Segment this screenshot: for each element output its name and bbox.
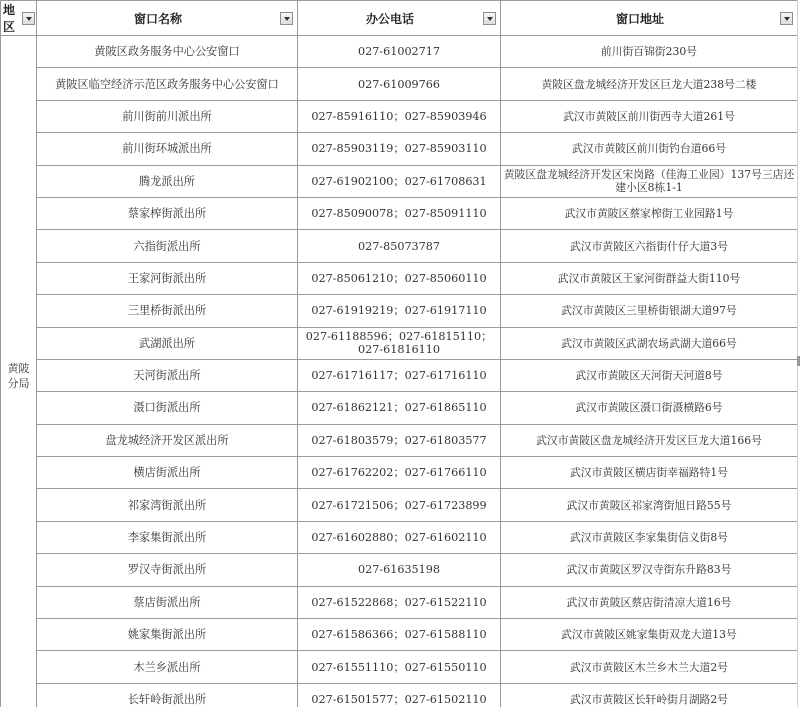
address-cell[interactable]: 武汉市黄陂区三里桥街银湖大道97号 [501,295,798,327]
filter-dropdown-icon[interactable] [780,12,793,25]
address-cell[interactable]: 武汉市黄陂区罗汉寺街东升路83号 [501,554,798,586]
window-name-cell[interactable]: 横店街派出所 [37,457,298,489]
window-name-cell[interactable]: 六指街派出所 [37,230,298,262]
address-cell[interactable]: 前川街百锦街230号 [501,36,798,68]
phone-cell[interactable]: 027-85090078；027-85091110 [298,197,501,229]
phone-cell[interactable]: 027-61551110；027-61550110 [298,651,501,683]
window-name-cell[interactable]: 天河街派出所 [37,359,298,391]
table-row [1,133,798,165]
table-row [1,521,798,553]
window-name-cell[interactable]: 蔡家榨街派出所 [37,197,298,229]
phone-cell[interactable]: 027-85916110；027-85903946 [298,100,501,132]
address-cell[interactable]: 武汉市黄陂区祁家湾街旭日路55号 [501,489,798,521]
table-row [1,295,798,327]
window-name-cell[interactable]: 祁家湾街派出所 [37,489,298,521]
phone-cell[interactable]: 027-61902100；027-61708631 [298,165,501,197]
filter-dropdown-icon[interactable] [22,12,35,25]
phone-cell[interactable]: 027-61009766 [298,68,501,100]
header-window-name-label: 窗口名称 [133,11,182,26]
header-district-label: 地区 [3,3,16,34]
table-row [1,327,798,359]
table-row [1,489,798,521]
phone-cell[interactable]: 027-85073787 [298,230,501,262]
table-row [1,197,798,229]
phone-cell[interactable]: 027-61919219；027-61917110 [298,295,501,327]
table-row [1,683,798,707]
table-row [1,36,798,68]
header-phone-label: 办公电话 [365,11,414,26]
window-name-cell[interactable]: 王家河街派出所 [37,262,298,294]
table-row [1,554,798,586]
table-row [1,230,798,262]
window-name-cell[interactable]: 木兰乡派出所 [37,651,298,683]
window-name-cell[interactable]: 黄陂区政务服务中心公安窗口 [37,36,298,68]
table-row [1,359,798,391]
phone-cell[interactable]: 027-61586366；027-61588110 [298,619,501,651]
address-cell[interactable]: 武汉市黄陂区长轩岭街月湖路2号 [501,683,798,707]
table-row [1,165,798,197]
address-cell[interactable]: 武汉市黄陂区王家河街群益大街110号 [501,262,798,294]
window-name-cell[interactable]: 前川街前川派出所 [37,100,298,132]
table-row [1,424,798,456]
district-label: 黄陂 分局 [7,361,30,390]
header-address-label: 窗口地址 [615,11,664,26]
phone-cell[interactable]: 027-85061210；027-85060110 [298,262,501,294]
address-cell[interactable]: 武汉市黄陂区蔡店街清凉大道16号 [501,586,798,618]
phone-cell[interactable]: 027-61862121；027-61865110 [298,392,501,424]
phone-cell[interactable]: 027-61716117；027-61716110 [298,359,501,391]
address-cell[interactable]: 黄陂区盘龙城经济开发区宋岗路（佳海工业园）137号三店还建小区8栋1-1 [501,165,798,197]
address-cell[interactable]: 武汉市黄陂区前川街西寺大道261号 [501,100,798,132]
window-name-cell[interactable]: 李家集街派出所 [37,521,298,553]
window-name-cell[interactable]: 姚家集街派出所 [37,619,298,651]
address-cell[interactable]: 武汉市黄陂区姚家集街双龙大道13号 [501,619,798,651]
address-cell[interactable]: 武汉市黄陂区天河街天河道8号 [501,359,798,391]
phone-cell[interactable]: 027-61002717 [298,36,501,68]
address-cell[interactable]: 武汉市黄陂区横店街幸福路特1号 [501,457,798,489]
phone-cell[interactable]: 027-61721506；027-61723899 [298,489,501,521]
table-row [1,262,798,294]
window-name-cell[interactable]: 盘龙城经济开发区派出所 [37,424,298,456]
district-cell[interactable] [1,36,37,707]
header-address [501,1,798,36]
table-row [1,68,798,100]
window-name-cell[interactable]: 滠口街派出所 [37,392,298,424]
header-district [1,1,37,36]
header-row [1,1,798,36]
header-window-name [37,1,298,36]
address-cell[interactable]: 武汉市黄陂区李家集街信义街8号 [501,521,798,553]
table-row [1,619,798,651]
window-name-cell[interactable]: 长轩岭街派出所 [37,683,298,707]
address-cell[interactable]: 武汉市黄陂区前川街钓台道66号 [501,133,798,165]
table-row [1,651,798,683]
address-cell[interactable]: 武汉市黄陂区滠口街滠横路6号 [501,392,798,424]
phone-cell[interactable]: 027-61803579；027-61803577 [298,424,501,456]
table-row [1,392,798,424]
window-name-cell[interactable]: 蔡店街派出所 [37,586,298,618]
window-name-cell[interactable]: 武湖派出所 [37,327,298,359]
phone-cell[interactable]: 027-61602880；027-61602110 [298,521,501,553]
window-name-cell[interactable]: 腾龙派出所 [37,165,298,197]
window-name-cell[interactable]: 罗汉寺街派出所 [37,554,298,586]
address-cell[interactable]: 武汉市黄陂区蔡家榨街工业园路1号 [501,197,798,229]
window-name-cell[interactable]: 三里桥街派出所 [37,295,298,327]
phone-cell[interactable]: 027-61501577；027-61502110 [298,683,501,707]
table-row [1,586,798,618]
header-phone [298,1,501,36]
filter-dropdown-icon[interactable] [280,12,293,25]
window-name-cell[interactable]: 前川街环城派出所 [37,133,298,165]
filter-dropdown-icon[interactable] [483,12,496,25]
table-row [1,100,798,132]
address-cell[interactable]: 武汉市黄陂区武湖农场武湖大道66号 [501,327,798,359]
window-name-cell[interactable]: 黄陂区临空经济示范区政务服务中心公安窗口 [37,68,298,100]
phone-cell[interactable]: 027-61762202；027-61766110 [298,457,501,489]
address-cell[interactable]: 武汉市黄陂区六指街什仔大道3号 [501,230,798,262]
table-row [1,457,798,489]
phone-cell[interactable]: 027-61188596；027-61815110；027-61816110 [298,327,501,359]
address-cell[interactable]: 黄陂区盘龙城经济开发区巨龙大道238号二楼 [501,68,798,100]
phone-cell[interactable]: 027-61635198 [298,554,501,586]
phone-cell[interactable]: 027-85903119；027-85903110 [298,133,501,165]
table-body [1,36,798,707]
address-cell[interactable]: 武汉市黄陂区盘龙城经济开发区巨龙大道166号 [501,424,798,456]
address-cell[interactable]: 武汉市黄陂区木兰乡木兰大道2号 [501,651,798,683]
phone-cell[interactable]: 027-61522868；027-61522110 [298,586,501,618]
